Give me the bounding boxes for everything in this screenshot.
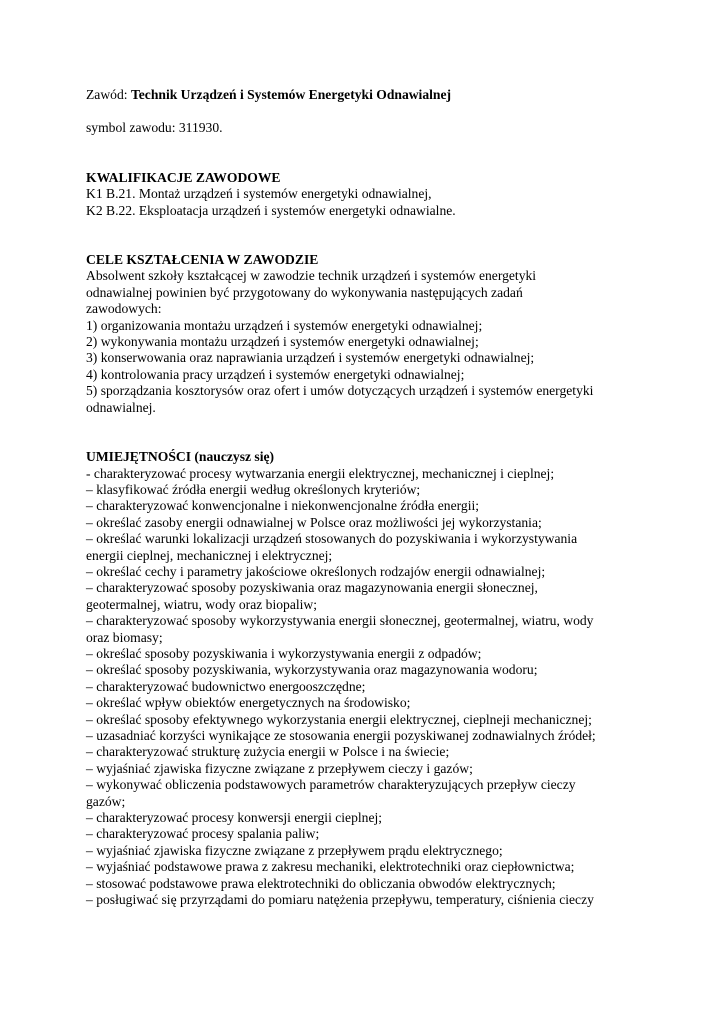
skills-line: - charakteryzować procesy wytwarzania energii elektrycznej, mechanicznej i cieplnej; — [86, 465, 555, 481]
qualification-item: K1 B.21. Montaż urządzeń i systemów energetyki odnawialnej, — [86, 186, 432, 202]
skills-line: – wykonywać obliczenia podstawowych parametrów charakteryzujących przepływ cieczy — [86, 777, 576, 793]
goals-line: 4) kontrolowania pracy urządzeń i systemów energetyki odnawialnej; — [86, 366, 465, 382]
skills-line: – charakteryzować strukturę zużycia energii w Polsce i na świecie; — [86, 744, 450, 760]
skills-heading: UMIEJĘTNOŚCI (nauczysz się) — [86, 449, 275, 465]
goals-line: Absolwent szkoły kształcącej w zawodzie technik urządzeń i systemów energetyki — [86, 268, 537, 284]
goals-line: 1) organizowania montażu urządzeń i systemów energetyki odnawialnej; — [86, 317, 483, 333]
skills-line: – charakteryzować konwencjonalne i niekonwencjonalne źródła energii; — [86, 498, 480, 514]
skills-line: gazów; — [86, 793, 126, 809]
skills-line: – charakteryzować sposoby pozyskiwania oraz magazynowania energii słonecznej, — [86, 580, 538, 596]
goals-line: 2) wykonywania montażu urządzeń i systemów energetyki odnawialnej; — [86, 334, 479, 350]
skills-line: – charakteryzować budownictwo energooszczędne; — [86, 678, 366, 694]
skills-line: – charakteryzować procesy spalania paliw; — [86, 826, 320, 842]
goals-line: zawodowych: — [86, 301, 162, 317]
goals-line: odnawialnej powinien być przygotowany do wykonywania następujących zadań — [86, 284, 523, 300]
profession-label: Zawód: — [86, 87, 131, 102]
skills-line: – wyjaśniać podstawowe prawa z zakresu mechaniki, elektrotechniki oraz ciepłownictwa; — [86, 859, 575, 875]
symbol-line: symbol zawodu: 311930. — [86, 120, 223, 136]
skills-line: – określać cechy i parametry jakościowe określonych rodzajów energii odnawialnej; — [86, 563, 546, 579]
skills-line: – uzasadniać korzyści wynikające ze stosowania energii pozyskiwanej zodnawialnych źródeł; — [86, 728, 596, 743]
skills-line: – posługiwać się przyrządami do pomiaru natężenia przepływu, temperatury, ciśnienia cieczy — [86, 892, 594, 908]
skills-line: geotermalnej, wiatru, wody oraz biopaliw; — [86, 596, 318, 612]
skills-line: – określać warunki lokalizacji urządzeń stosowanych do pozyskiwania i wykorzystywania — [86, 531, 578, 547]
goals-line: 5) sporządzania kosztorysów oraz ofert i umów dotyczących urządzeń i systemów energetyki — [86, 383, 594, 399]
skills-line: – klasyfikować źródła energii według określonych kryteriów; — [86, 481, 421, 497]
goals-line: 3) konserwowania oraz naprawiania urządzeń i systemów energetyki odnawialnej; — [86, 350, 535, 366]
profession-name: Technik Urządzeń i Systemów Energetyki Odnawialnej — [130, 87, 452, 102]
skills-line: energii cieplnej, mechanicznej i elektrycznej; — [86, 547, 333, 563]
skills-line: oraz biomasy; — [86, 629, 163, 645]
profession-line — [86, 87, 646, 103]
document-content — [86, 87, 646, 908]
goals-line: odnawialnej. — [86, 399, 156, 415]
skills-line: – charakteryzować sposoby wykorzystywania energii słonecznej, geotermalnej, wiatru, wody — [86, 613, 594, 629]
skills-line: – określać sposoby pozyskiwania, wykorzystywania oraz magazynowania wodoru; — [86, 662, 538, 678]
skills-line: – określać zasoby energii odnawialnej w Polsce oraz możliwości jej wykorzystania; — [86, 514, 542, 530]
skills-line: – wyjaśniać zjawiska fizyczne związane z przepływem prądu elektrycznego; — [86, 842, 503, 858]
qualification-item: K2 B.22. Eksploatacja urządzeń i systemów energetyki odnawialne. — [86, 202, 456, 218]
skills-line: – określać wpływ obiektów energetycznych na środowisko; — [86, 695, 411, 711]
skills-line: – charakteryzować procesy konwersji energii cieplnej; — [86, 810, 383, 826]
goals-heading: CELE KSZTAŁCENIA W ZAWODZIE — [86, 252, 319, 268]
skills-line: – wyjaśniać zjawiska fizyczne związane z przepływem cieczy i gazów; — [86, 760, 473, 776]
skills-line: – określać sposoby pozyskiwania i wykorzystywania energii z odpadów; — [86, 645, 482, 661]
qualifications-heading: KWALIFIKACJE ZAWODOWE — [86, 169, 281, 185]
skills-line: – określać sposoby efektywnego wykorzystania energii elektrycznej, cieplneji mechanicznej; — [86, 711, 592, 727]
skills-line: – stosować podstawowe prawa elektrotechniki do obliczania obwodów elektrycznych; — [86, 875, 556, 891]
